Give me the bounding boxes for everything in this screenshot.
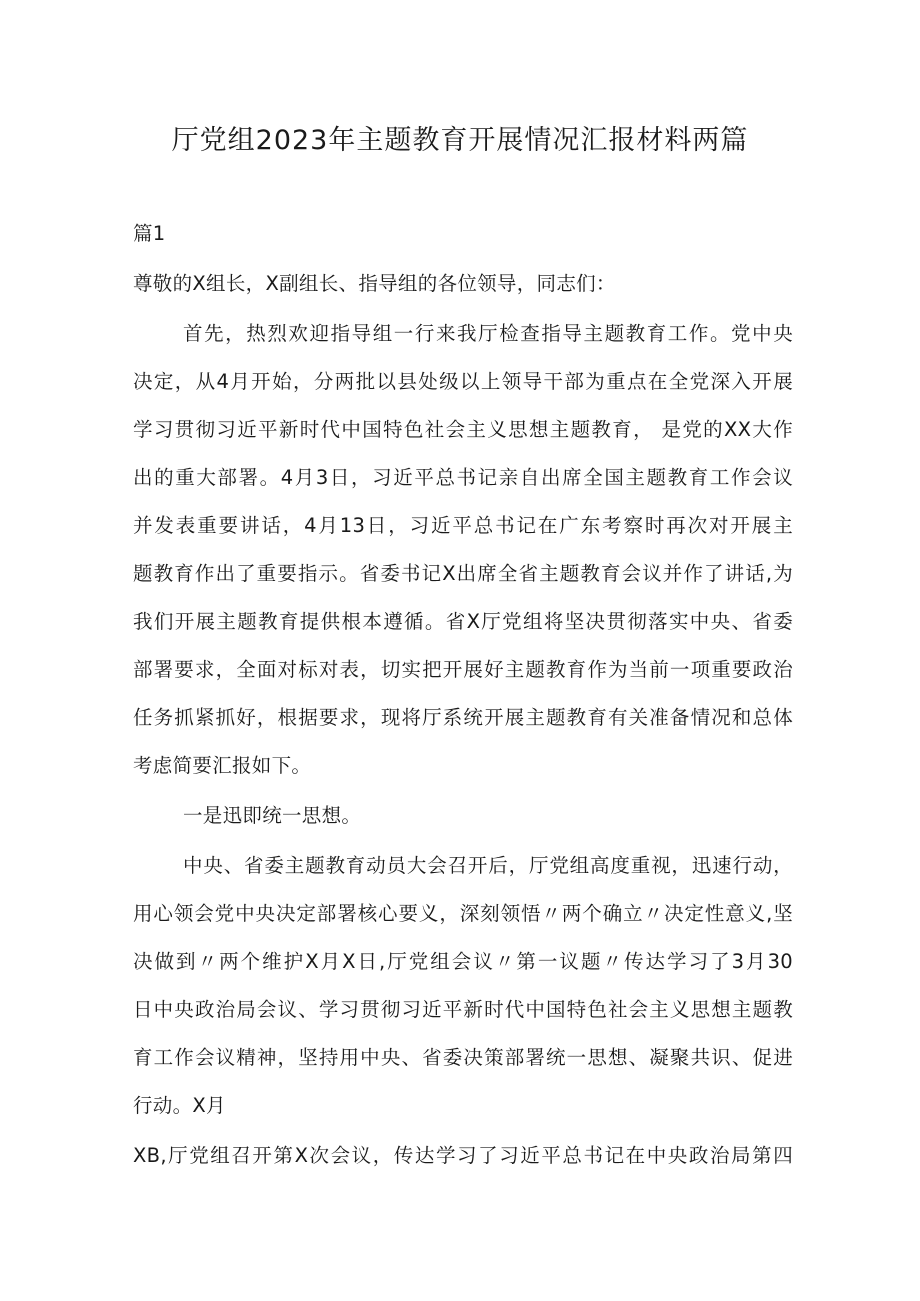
salutation: 尊敬的X组长，X副组长、指导组的各位领导，同志们： (133, 272, 616, 295)
paragraph-line: 日中央政治局会议、学习贯彻习近平新时代中国特色社会主义思想主题教 (133, 998, 793, 1021)
paragraph-line: 题教育作出了重要指示。省委书记X出席全省主题教育会议并作了讲话,为 (133, 562, 793, 585)
paragraph-line: 决做到〃两个维护X月X日,厅党组会议〃第一议题〃传达学习了3月30 (133, 950, 793, 973)
paragraph-line: 育工作会议精神，坚持用中央、省委决策部署统一思想、凝聚共识、促进 (133, 1046, 793, 1069)
section-heading: 一是迅即统一思想。 (183, 804, 362, 827)
paragraph-line: 决定，从4月开始，分两批以县处级以上领导干部为重点在全党深入开展 (133, 370, 793, 393)
paragraph-line: 出的重大部署。4月3日，习近平总书记亲自出席全国主题教育工作会议 (133, 466, 793, 489)
paragraph-line: 并发表重要讲话，4月13日，习近平总书记在广东考察时再次对开展主 (133, 514, 793, 537)
paragraph-line: 部署要求，全面对标对表，切实把开展好主题教育作为当前一项重要政治 (133, 658, 793, 681)
paragraph-line: 我们开展主题教育提供根本遵循。省X厅党组将坚决贯彻落实中央、省委 (133, 610, 793, 633)
paragraph-line: 用心领会党中央决定部署核心要义，深刻领悟〃两个确立〃决定性意义,坚 (133, 902, 793, 925)
section-label: 篇1 (133, 222, 166, 245)
paragraph-line: XB,厅党组召开第X次会议，传达学习了习近平总书记在中央政治局第四 (133, 1144, 793, 1167)
paragraph-line: 学习贯彻习近平新时代中国特色社会主义思想主题教育， 是党的XX大作 (133, 418, 793, 441)
paragraph-line: 考虑简要汇报如下。 (133, 754, 312, 777)
paragraph-line: 中央、省委主题教育动员大会召开后，厅党组高度重视，迅速行动， (183, 854, 793, 877)
paragraph-line: 任务抓紧抓好，根据要求，现将厅系统开展主题教育有关准备情况和总体 (133, 706, 793, 729)
document-title: 厅党组2023年主题教育开展情况汇报材料两篇 (171, 125, 749, 156)
paragraph-line: 行动。X月 (133, 1094, 226, 1117)
paragraph-line: 首先，热烈欢迎指导组一行来我厅检查指导主题教育工作。党中央 (183, 322, 793, 345)
